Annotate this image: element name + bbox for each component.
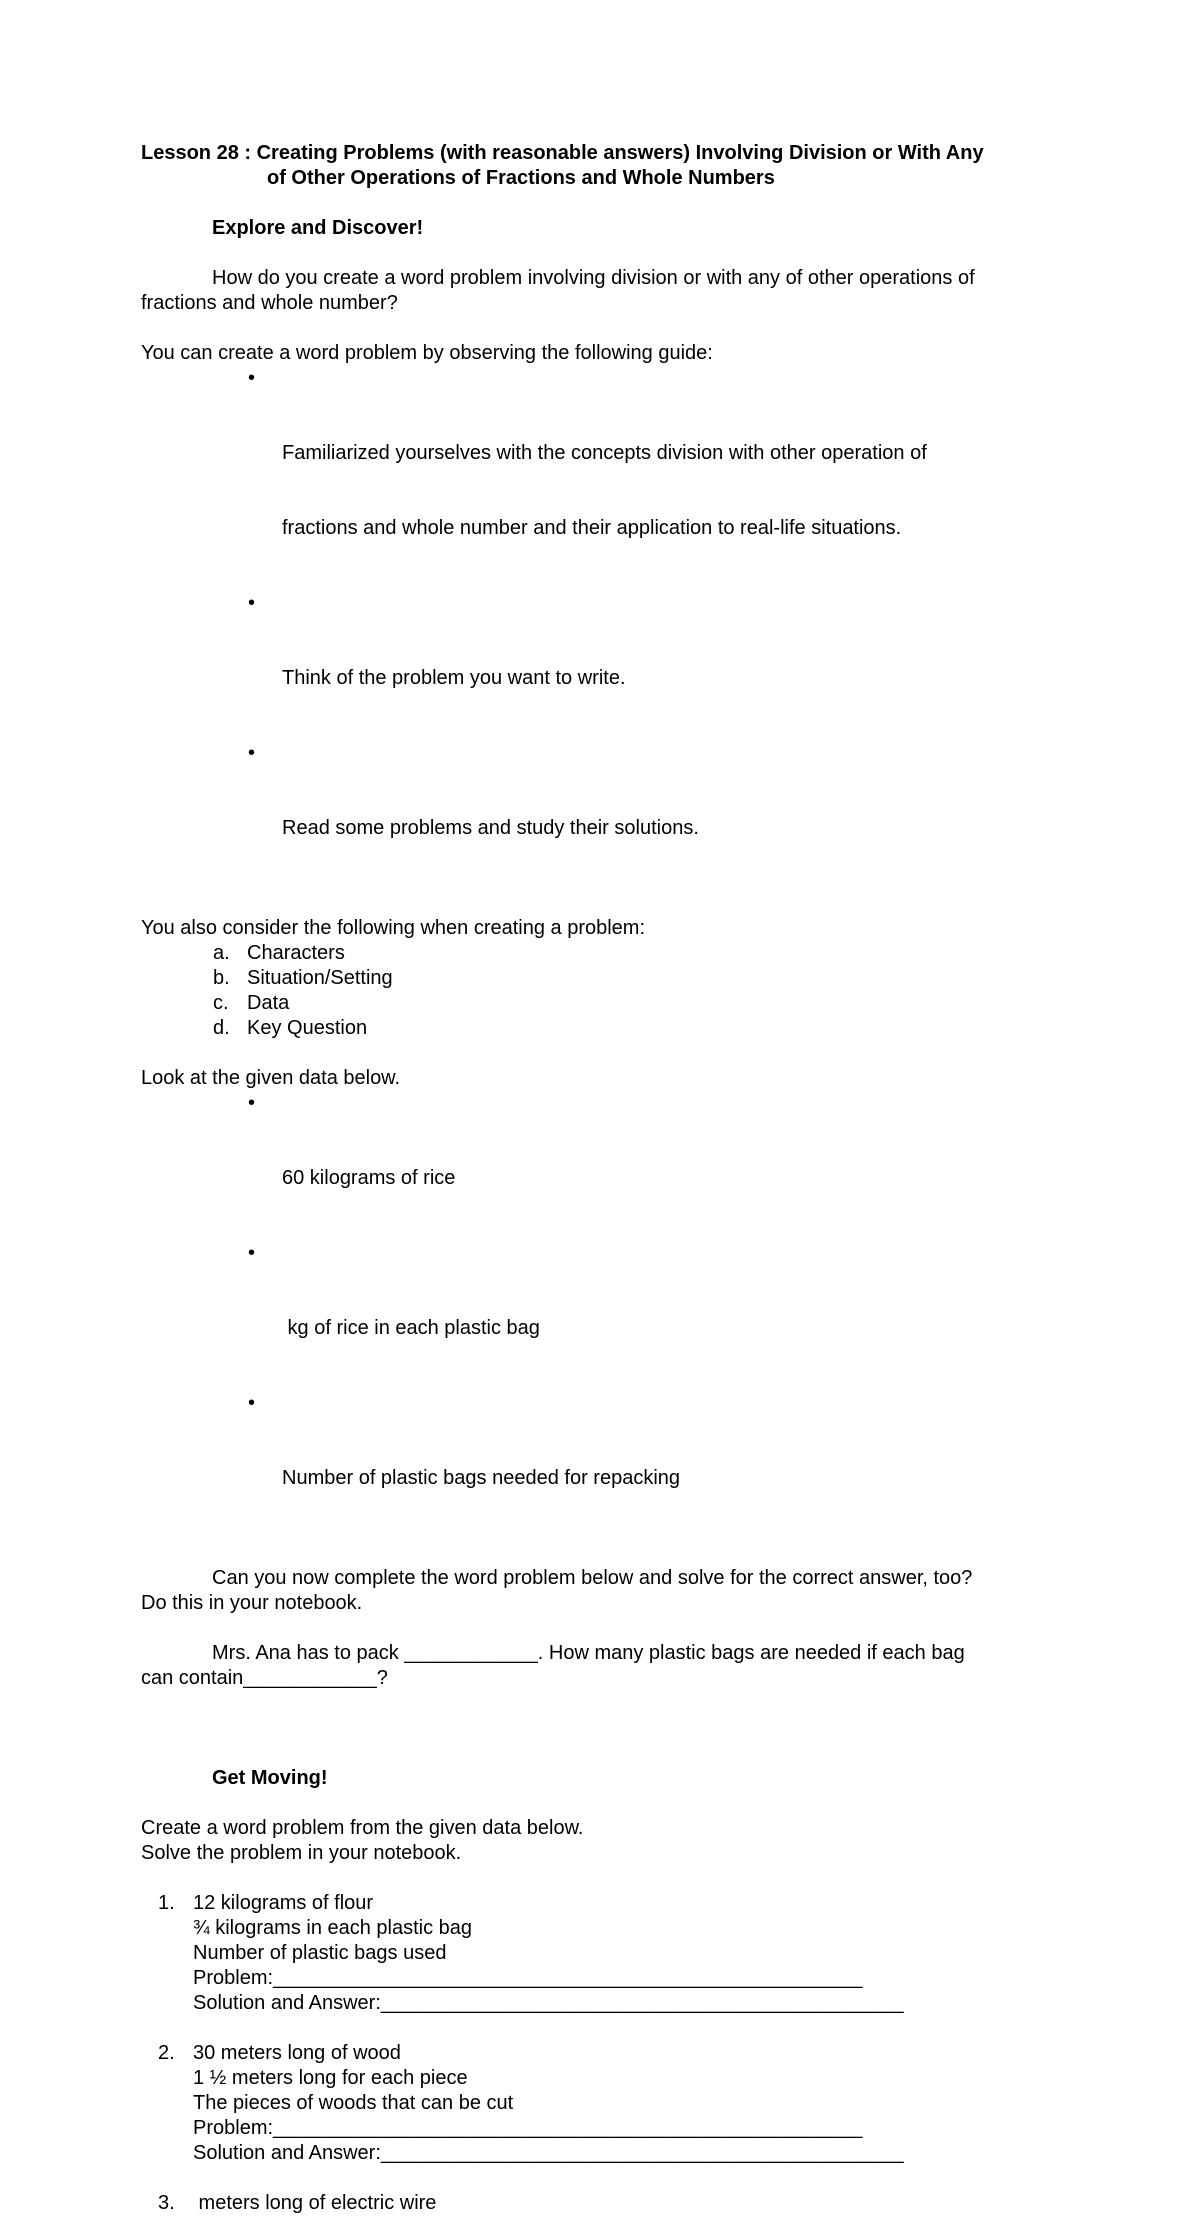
exercise-3-line-1: meters long of electric wire — [193, 2192, 437, 2214]
consider-item-text: Key Question — [247, 1017, 368, 1039]
list-marker: b. — [213, 967, 230, 989]
list-marker: 2. — [158, 2042, 175, 2064]
list-marker: 3. — [158, 2192, 175, 2214]
data-item-2: kg of rice in each plastic bag — [282, 1317, 540, 1339]
list-item — [141, 366, 1051, 591]
exercise-1-line-2: ¾ kilograms in each plastic bag — [193, 1917, 473, 1939]
consider-item-text: Characters — [247, 942, 345, 964]
list-item — [141, 1391, 1051, 1541]
list-item — [141, 741, 1051, 891]
lesson-title-line-2: of Other Operations of Fractions and Whole Numbers — [267, 167, 775, 189]
list-item — [141, 941, 1051, 966]
list-item — [141, 1891, 1051, 2016]
bullet-icon: • — [248, 742, 256, 764]
complete-line-1: Can you now complete the word problem below and solve for the correct answer, too? — [212, 1567, 973, 1589]
exercise-2-problem-blank: Problem:_____________________________________________________ — [193, 2117, 863, 2139]
bullet-icon: • — [248, 592, 256, 614]
exercise-1-line-1: 12 kilograms of flour — [193, 1892, 374, 1914]
consider-intro: You also consider the following when creating a problem: — [141, 917, 646, 939]
bullet-icon: • — [248, 1242, 256, 1264]
list-item — [141, 2191, 1051, 2216]
list-item — [141, 2041, 1051, 2166]
question-line-1: How do you create a word problem involving division or with any of other operations of — [212, 267, 975, 289]
list-item — [141, 991, 1051, 1016]
bullet-icon: • — [248, 1392, 256, 1414]
list-marker: 1. — [158, 1892, 175, 1914]
guide-item-1-line-1: Familiarized yourselves with the concepts division with other operation of — [282, 442, 927, 464]
list-item — [141, 1241, 1051, 1391]
guide-intro: You can create a word problem by observing the following guide: — [141, 342, 713, 364]
moving-intro-line-2: Solve the problem in your notebook. — [141, 1842, 462, 1864]
exercise-1-solution-blank: Solution and Answer:_______________________________________________ — [193, 1992, 904, 2014]
consider-item-text: Data — [247, 992, 290, 1014]
data-list — [141, 1091, 1051, 1541]
word-problem-line-2: can contain____________? — [141, 1667, 388, 1689]
exercise-2-line-3: The pieces of woods that can be cut — [193, 2092, 514, 2114]
guide-item-1-line-2: fractions and whole number and their application to real-life situations. — [282, 517, 902, 539]
get-moving-heading: Get Moving! — [212, 1767, 328, 1789]
document-page — [141, 141, 1051, 2216]
list-item — [141, 591, 1051, 741]
data-intro: Look at the given data below. — [141, 1067, 401, 1089]
question-line-2: fractions and whole number? — [141, 292, 398, 314]
lesson-title-line-1: Lesson 28 : Creating Problems (with reasonable answers) Involving Division or With Any — [141, 142, 984, 164]
guide-item-3: Read some problems and study their solutions. — [282, 817, 699, 839]
exercise-1-line-3: Number of plastic bags used — [193, 1942, 447, 1964]
word-problem-line-1: Mrs. Ana has to pack ____________. How many plastic bags are needed if each bag — [212, 1642, 965, 1664]
bullet-icon: • — [248, 367, 256, 389]
exercise-2-line-2: 1 ½ meters long for each piece — [193, 2067, 468, 2089]
list-item — [141, 1016, 1051, 1041]
moving-intro-line-1: Create a word problem from the given data below. — [141, 1817, 584, 1839]
explore-heading: Explore and Discover! — [212, 217, 424, 239]
list-item — [141, 966, 1051, 991]
guide-item-2: Think of the problem you want to write. — [282, 667, 626, 689]
consider-item-text: Situation/Setting — [247, 967, 393, 989]
list-marker: c. — [213, 992, 229, 1014]
exercise-list — [141, 1891, 1051, 2216]
list-marker: a. — [213, 942, 230, 964]
bullet-icon: • — [248, 1092, 256, 1114]
data-item-1: 60 kilograms of rice — [282, 1167, 456, 1189]
list-item — [141, 1091, 1051, 1241]
guide-list — [141, 366, 1051, 891]
consider-list — [141, 941, 1051, 1041]
exercise-1-problem-blank: Problem:_____________________________________________________ — [193, 1967, 863, 1989]
exercise-2-line-1: 30 meters long of wood — [193, 2042, 401, 2064]
data-item-3: Number of plastic bags needed for repacking — [282, 1467, 681, 1489]
list-marker: d. — [213, 1017, 230, 1039]
complete-line-2: Do this in your notebook. — [141, 1592, 363, 1614]
exercise-2-solution-blank: Solution and Answer:_______________________________________________ — [193, 2142, 904, 2164]
